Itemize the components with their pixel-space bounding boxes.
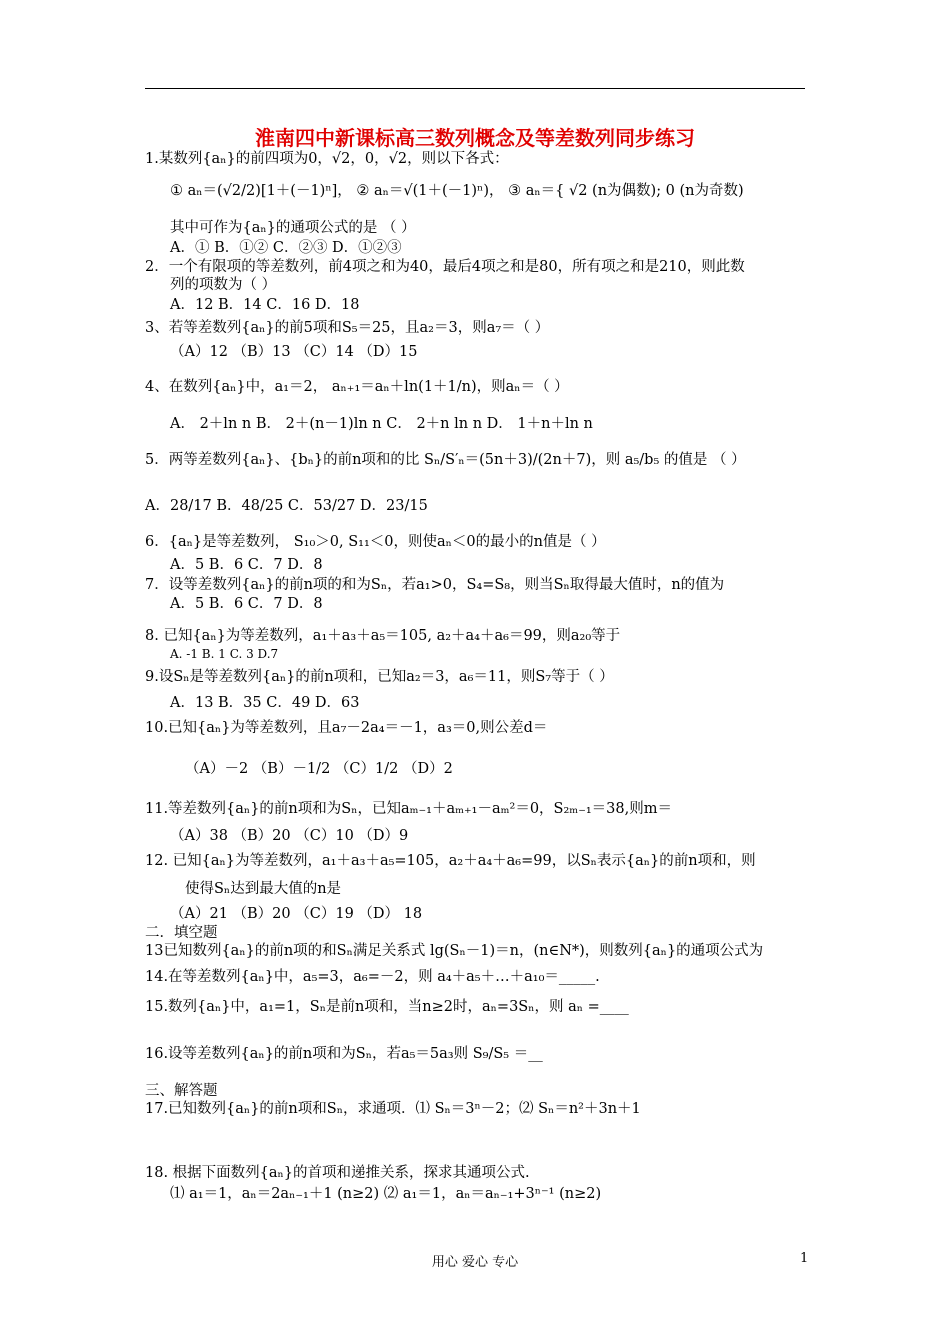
text-line: ① aₙ＝(√2/2)[1＋(－1)ⁿ]， ② aₙ＝√(1＋(－1)ⁿ)， ③ aₙ＝{ √2 (n为偶数); 0 (n为奇数)	[170, 183, 744, 199]
text-line: ⑴ a₁＝1，aₙ＝2aₙ₋₁＋1 (n≥2) ⑵ a₁＝1，aₙ＝aₙ₋₁+3ⁿ⁻¹ (n≥2)	[170, 1186, 602, 1202]
text-line: 9.设Sₙ是等差数列{aₙ}的前n项和，已知a₂＝3，a₆＝11，则S₇等于（ ）	[145, 669, 614, 685]
text-line: 2．一个有限项的等差数列，前4项之和为40，最后4项之和是80，所有项之和是210，则此数	[145, 259, 745, 275]
text-line: （A）12 （B）13 （C）14 （D）15	[170, 344, 418, 360]
text-line: 其中可作为{aₙ}的通项公式的是 （ ）	[170, 220, 416, 236]
text-line: 3、若等差数列{aₙ}的前5项和S₅＝25，且a₂＝3，则a₇＝（ ）	[145, 320, 550, 336]
text-line: 4、在数列{aₙ}中，a₁＝2， aₙ₊₁＝aₙ＋ln(1＋1/n)，则aₙ＝（ ）	[145, 379, 569, 395]
text-line: （A）21 （B）20 （C）19 （D） 18	[170, 906, 423, 922]
text-line: 使得Sₙ达到最大值的n是	[185, 881, 342, 897]
text-line: 15.数列{aₙ}中，a₁=1，Sₙ是前n项和，当n≥2时，aₙ=3Sₙ，则 aₙ =____	[145, 999, 629, 1015]
text-line: 10.已知{aₙ}为等差数列，且a₇－2a₄＝－1，a₃＝0,则公差d＝	[145, 720, 548, 736]
text-line: A．13 B．35 C．49 D．63	[170, 695, 360, 711]
text-line: A．28/17 B．48/25 C．53/27 D．23/15	[145, 498, 428, 514]
text-line: 17.已知数列{aₙ}的前n项和Sₙ，求通项．⑴ Sₙ＝3ⁿ－2；⑵ Sₙ＝n²＋3n＋1	[145, 1101, 641, 1117]
text-line: 16.设等差数列{aₙ}的前n项和为Sₙ，若a₅＝5a₃则 S₉/S₅ ＝__	[145, 1046, 543, 1062]
text-line: 三、解答题	[145, 1083, 218, 1099]
text-line: 8. 已知{aₙ}为等差数列，a₁＋a₃＋a₅＝105, a₂＋a₄＋a₆＝99，则a₂₀等于	[145, 628, 621, 644]
text-line: 列的项数为（ ）	[170, 277, 277, 293]
text-line: A. -1 B. 1 C. 3 D.7	[170, 647, 279, 661]
text-line: 6．{aₙ}是等差数列， S₁₀＞0, S₁₁＜0，则使aₙ＜0的最小的n值是（ ）	[145, 534, 606, 550]
page-title: 淮南四中新课标高三数列概念及等差数列同步练习	[255, 126, 695, 150]
text-line: A．5 B．6 C．7 D．8	[170, 596, 323, 612]
text-line: A．12 B．14 C．16 D．18	[170, 297, 360, 313]
page-number: 1	[800, 1251, 809, 1266]
text-line: A．5 B．6 C．7 D．8	[170, 557, 323, 573]
text-line: 12. 已知{aₙ}为等差数列，a₁＋a₃＋a₅=105，a₂＋a₄＋a₆=99，以Sₙ表示{aₙ}的前n项和，则	[145, 853, 756, 869]
text-line: 5．两等差数列{aₙ}、{bₙ}的前n项和的比 Sₙ/S′ₙ＝(5n＋3)/(2n＋7)，则 a₅/b₅ 的值是 （ ）	[145, 452, 746, 468]
text-line: 1.某数列{aₙ}的前四项为0，√2，0，√2，则以下各式：	[145, 151, 509, 167]
text-line: 18. 根据下面数列{aₙ}的首项和递推关系，探求其通项公式.	[145, 1165, 530, 1181]
text-line: 13已知数列{aₙ}的前n项的和Sₙ满足关系式 lg(Sₙ－1)＝n，(n∈N*)，则数列{aₙ}的通项公式为	[145, 943, 764, 959]
text-line: 二．填空题	[145, 925, 218, 941]
text-line: （A）38 （B）20 （C）10 （D）9	[170, 828, 409, 844]
text-line: 14.在等差数列{aₙ}中，a₅=3，a₆=－2，则 a₄＋a₅＋…＋a₁₀＝_____.	[145, 969, 600, 985]
text-line: （A）－2 （B）－1/2 （C）1/2 （D）2	[185, 761, 453, 777]
footer-text: 用心 爱心 专心	[431, 1255, 519, 1270]
text-line: A． 2＋ln n B． 2＋(n－1)ln n C． 2＋n ln n D． 1＋n＋ln n	[170, 416, 593, 432]
header-rule	[145, 88, 805, 89]
text-line: A．① B．①② C．②③ D．①②③	[170, 240, 402, 256]
text-line: 7．设等差数列{aₙ}的前n项的和为Sₙ，若a₁>0，S₄=S₈，则当Sₙ取得最大值时，n的值为	[145, 577, 725, 593]
text-line: 11.等差数列{aₙ}的前n项和为Sₙ，已知aₘ₋₁＋aₘ₊₁－aₘ²＝0，S₂ₘ₋₁＝38,则m＝	[145, 801, 672, 817]
